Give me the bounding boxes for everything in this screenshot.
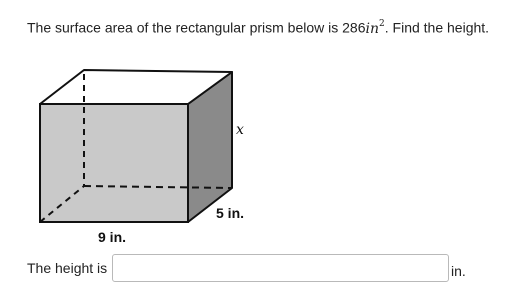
prism-diagram (30, 62, 270, 242)
unit-variable: in (365, 20, 380, 37)
height-answer-input[interactable] (112, 254, 449, 282)
surface-area-unit (366, 21, 385, 37)
question-text (27, 15, 489, 39)
height-label: x (236, 122, 244, 138)
answer-unit: in. (451, 263, 466, 279)
prism-front-face (40, 104, 188, 222)
answer-label: The height is (27, 260, 108, 276)
unit-exponent: 2 (379, 19, 385, 29)
question-suffix: . Find the height. (384, 19, 490, 36)
question-prefix: The surface area of the rectangular prism below is 286 (27, 19, 366, 36)
rectangular-prism-figure (30, 62, 270, 242)
depth-label: 5 in. (216, 205, 245, 221)
width-label: 9 in. (98, 229, 127, 242)
